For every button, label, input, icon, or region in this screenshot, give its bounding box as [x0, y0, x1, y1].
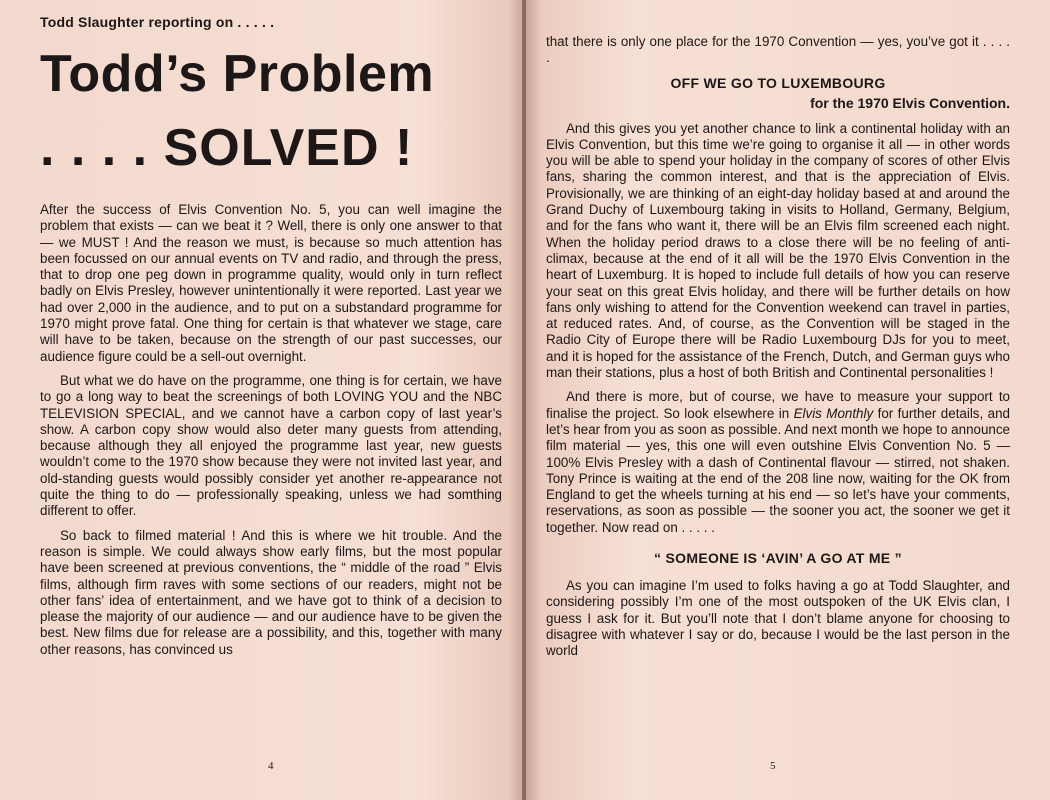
headline-line-2: . . . . SOLVED ! [40, 119, 414, 177]
support-text-after: for further details, and let’s hear from you as soon as possible. And next month we hope to announce film material — yes, this one will even outshine Elvis Convention No. 5 — 100% Elvis Presley with a dash of Continental flavour — stirred, not shaken. Tony Prince is waiting at the end of the 208 line now, waiting for the OK from England to get the wheels turning at his end — so let’s have your comments, reservations, as soon as possible — the sooner you act, the sooner we get it together. Now read on . . . . . [546, 405, 1010, 535]
continuation-paragraph: that there is only one place for the 1970 Convention — yes, you’ve got it . . . . . [546, 34, 1010, 66]
support-text-before: And there is more, but of course, we have to measure your support to finalise the project. So look elsewhere in [546, 389, 1010, 421]
section-heading-luxembourg: OFF WE GO TO LUXEMBOURG [670, 74, 886, 91]
body-paragraph-someone: As you can imagine I’m used to folks having a go at Todd Slaughter, and considering possibly I’m one of the most outspoken of the UK Elvis clan, I guess I ask for it. But you’ll note that I don’t blame anyone for choosing to disagree with whatever I say or do, because I would be the last person in the world [546, 578, 1010, 659]
body-paragraph-3: So back to filmed material ! And this is where we hit trouble. And the reason is simple. We could always show early films, but the most popular have been screened at previous conventions, the “ middle of the road ” Elvis films, although firm raves with some sections of our readers, might not be other fans’ idea of entertainment, and we have got to think of a decision to please the majority of our audience — and our audience have to be given the best. New films due for release are a possibility, and this, together with many other reasons, has convinced us [40, 527, 502, 657]
body-paragraph-2: But what we do have on the programme, one thing is for certain, we have to go a long way to beat the screenings of both LOVING YOU and the NBC TELEVISION SPECIAL, and we cannot have a carbon copy of last year’s show. A carbon copy show would also deter many guests from attending, because although they all enjoyed the programme last year, new guests wouldn’t come to the 1970 show because they were not invited last year, and old-standing guests would possibly consider yet another re-appearance not quite the thing to do — professionally speaking, unless we had somthing different to offer. [40, 372, 502, 519]
magazine-title-italic: Elvis Monthly [793, 405, 874, 421]
body-paragraph-luxembourg: And this gives you yet another chance to link a continental holiday with an Elvis Convention, but this time we’re going to organise it all — in other words you will be able to spend your holiday in the company of scores of other Elvis fans, sharing the common interest, and that is the appreciation of Elvis. Provisionally, we are thinking of an eight-day holiday based at and around the Grand Duchy of Luxembourg taking in visits to Holland, Germany, Belgium, and for the fans who want it, there will be an Elvis film screened each night. When the holiday period draws to a close there will be no feeling of anti-climax, because at the end of it all will be the 1970 Elvis Convention in the heart of Luxemburg. It is hoped to include full details of how you can reserve your seat on this great Elvis holiday, and there will be further details on how fans only wishing to attend for the Convention weekend can travel in parties, at reduced rates. And, of course, as the Convention will be staged in the Radio City of Europe there will be Radio Luxembourg DJs for you to meet, and it is hoped for the assistance of the French, Dutch, and German guys who man their stations, plus a host of both British and Continental personalities ! [546, 120, 1010, 381]
article-kicker: Todd Slaughter reporting on . . . . . [40, 14, 275, 30]
body-paragraph-support [546, 389, 1010, 536]
section-heading-someone: “ SOMEONE IS ‘AVIN’ A GO AT ME ” [654, 550, 902, 567]
left-page [0, 0, 524, 800]
section-subheading-convention: for the 1970 Elvis Convention. [810, 94, 1010, 111]
page-number-right: 5 [770, 760, 776, 772]
body-paragraph-1: After the success of Elvis Convention No. 5, you can well imagine the problem that exists — can we beat it ? Well, there is only one answer to that — we MUST ! And the reason we must, is because so much attention has been focussed on our annual events on TV and radio, and through the press, that to drop one peg down in programme quality, would only in turn reflect badly on Elvis Presley, however unintentionally it were reported. Last year we had over 2,000 in the audience, and to put on a substandard programme for 1970 might prove fatal. One thing for certain is that whatever we stage, care will have to be taken, because on the strength of our past successes, our audience figure could be a sell-out overnight. [40, 202, 502, 364]
right-page [526, 0, 1050, 800]
page-number-left: 4 [268, 760, 274, 772]
headline-line-1: Todd’s Problem [40, 45, 435, 103]
